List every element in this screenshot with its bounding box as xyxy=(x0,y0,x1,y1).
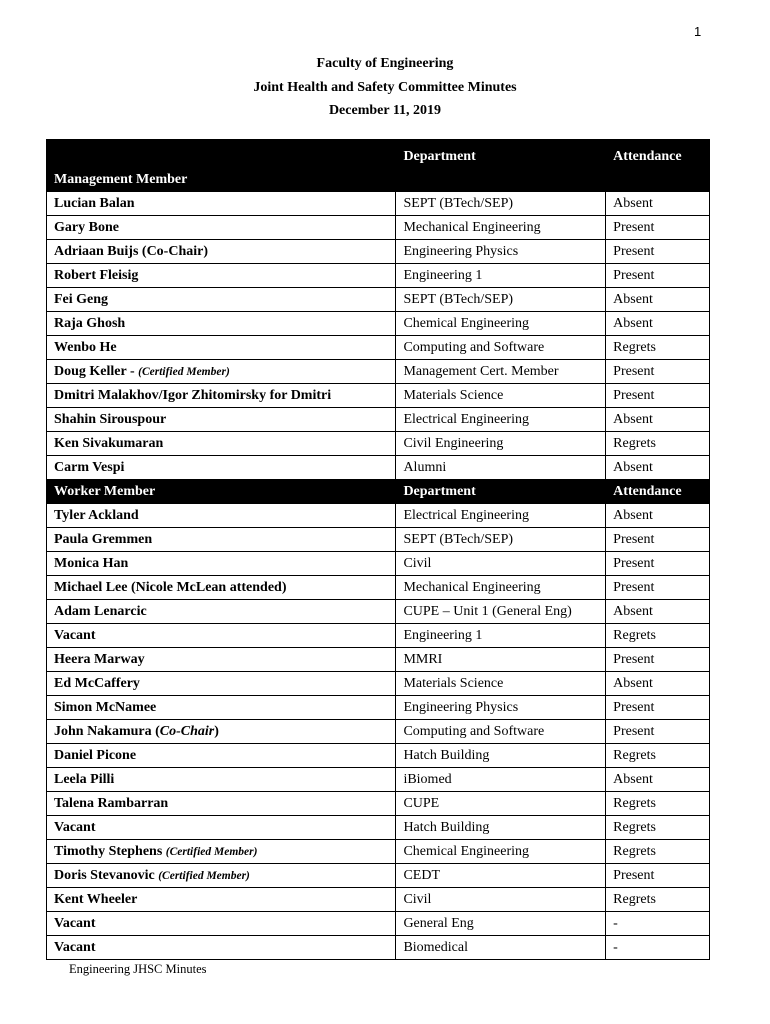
member-name xyxy=(47,384,396,408)
table-row xyxy=(47,288,710,312)
member-attendance: Present xyxy=(606,720,710,744)
member-name xyxy=(47,936,396,960)
member-attendance: Regrets xyxy=(606,744,710,768)
member-department: CUPE – Unit 1 (General Eng) xyxy=(396,600,606,624)
member-department: Civil xyxy=(396,552,606,576)
table-row xyxy=(47,360,710,384)
worker-attendance-header: Attendance xyxy=(606,480,710,504)
member-name-text: Timothy Stephens xyxy=(54,843,166,859)
member-name-text: Paula Gremmen xyxy=(54,531,153,547)
member-department: Management Cert. Member xyxy=(396,360,606,384)
member-attendance: Present xyxy=(606,696,710,720)
member-name xyxy=(47,744,396,768)
member-department: Chemical Engineering xyxy=(396,840,606,864)
table-row xyxy=(47,312,710,336)
worker-header-row xyxy=(47,480,710,504)
member-department: Chemical Engineering xyxy=(396,312,606,336)
table-row xyxy=(47,552,710,576)
member-name xyxy=(47,552,396,576)
management-member-header: Management Member xyxy=(47,140,396,192)
table-row xyxy=(47,240,710,264)
table-row xyxy=(47,912,710,936)
table-row xyxy=(47,648,710,672)
table-row xyxy=(47,936,710,960)
table-row xyxy=(47,720,710,744)
member-department: Electrical Engineering xyxy=(396,408,606,432)
table-row xyxy=(47,816,710,840)
table-row xyxy=(47,192,710,216)
member-attendance: Absent xyxy=(606,456,710,480)
member-name xyxy=(47,360,396,384)
member-name xyxy=(47,888,396,912)
member-role: Co-Chair xyxy=(159,723,215,739)
table-row xyxy=(47,576,710,600)
member-department: Hatch Building xyxy=(396,744,606,768)
member-name-text: Gary Bone xyxy=(54,219,119,235)
member-attendance: Present xyxy=(606,360,710,384)
page-number: 1 xyxy=(694,24,702,39)
member-department: General Eng xyxy=(396,912,606,936)
member-attendance: Regrets xyxy=(606,888,710,912)
title-date: December 11, 2019 xyxy=(328,103,442,118)
document-title xyxy=(0,52,770,123)
member-department: Mechanical Engineering xyxy=(396,216,606,240)
table-row xyxy=(47,624,710,648)
member-name-text: Daniel Picone xyxy=(54,747,137,763)
table-row xyxy=(47,744,710,768)
certified-member-note: (Certified Member) xyxy=(165,845,258,858)
member-department: iBiomed xyxy=(396,768,606,792)
member-department: Biomedical xyxy=(396,936,606,960)
member-name xyxy=(47,528,396,552)
certified-member-note: (Certified Member) xyxy=(138,365,230,378)
member-name-text: Raja Ghosh xyxy=(54,315,126,331)
table-row xyxy=(47,696,710,720)
table-row xyxy=(47,384,710,408)
member-department: SEPT (BTech/SEP) xyxy=(396,288,606,312)
member-department: Mechanical Engineering xyxy=(396,576,606,600)
member-department: Materials Science xyxy=(396,384,606,408)
member-attendance: Absent xyxy=(606,600,710,624)
member-attendance: Present xyxy=(606,528,710,552)
member-name-text: Vacant xyxy=(54,915,96,931)
member-name-text: Fei Geng xyxy=(54,291,109,307)
member-attendance: Regrets xyxy=(606,432,710,456)
member-name-text: Adriaan Buijs (Co-Chair) xyxy=(54,243,209,259)
member-name-text: Ed McCaffery xyxy=(54,675,140,691)
member-department: Computing and Software xyxy=(396,720,606,744)
member-name xyxy=(47,600,396,624)
member-name xyxy=(47,672,396,696)
table-row xyxy=(47,792,710,816)
member-department: Engineering Physics xyxy=(396,240,606,264)
member-name xyxy=(47,432,396,456)
member-name-text: Lucian Balan xyxy=(54,195,135,211)
member-attendance: Absent xyxy=(606,672,710,696)
table-row xyxy=(47,432,710,456)
table-row xyxy=(47,528,710,552)
member-name xyxy=(47,720,396,744)
worker-department-header: Department xyxy=(396,480,606,504)
member-name xyxy=(47,312,396,336)
member-name xyxy=(47,624,396,648)
table-row xyxy=(47,888,710,912)
management-attendance-header: Attendance xyxy=(606,140,710,192)
member-name-text: Wenbo He xyxy=(54,339,117,355)
member-attendance: Regrets xyxy=(606,624,710,648)
member-name xyxy=(47,768,396,792)
member-name-text: Monica Han xyxy=(54,555,129,571)
member-attendance: Present xyxy=(606,648,710,672)
member-name-text: Leela Pilli xyxy=(54,771,115,787)
member-name xyxy=(47,408,396,432)
member-department: MMRI xyxy=(396,648,606,672)
member-name xyxy=(47,816,396,840)
member-department: Civil Engineering xyxy=(396,432,606,456)
member-name-text: John Nakamura ( xyxy=(54,723,160,739)
member-department: Engineering 1 xyxy=(396,624,606,648)
member-attendance: Present xyxy=(606,576,710,600)
member-department: SEPT (BTech/SEP) xyxy=(396,192,606,216)
table-row xyxy=(47,864,710,888)
member-department: Alumni xyxy=(396,456,606,480)
member-name-suffix: ) xyxy=(214,723,219,739)
member-attendance: - xyxy=(606,912,710,936)
table-row xyxy=(47,840,710,864)
member-department: SEPT (BTech/SEP) xyxy=(396,528,606,552)
member-name-text: Carm Vespi xyxy=(54,459,125,475)
member-name-text: Dmitri Malakhov/Igor Zhitomirsky for Dmitri xyxy=(54,387,332,403)
member-name xyxy=(47,648,396,672)
member-attendance: Regrets xyxy=(606,792,710,816)
member-department: CUPE xyxy=(396,792,606,816)
member-department: Engineering Physics xyxy=(396,696,606,720)
member-department: Computing and Software xyxy=(396,336,606,360)
member-name-text: Tyler Ackland xyxy=(54,507,139,523)
member-name xyxy=(47,240,396,264)
member-name-text: Vacant xyxy=(54,819,96,835)
table-row xyxy=(47,216,710,240)
member-name-text: Ken Sivakumaran xyxy=(54,435,164,451)
member-department: Civil xyxy=(396,888,606,912)
table-row xyxy=(47,456,710,480)
member-name xyxy=(47,264,396,288)
member-attendance: Absent xyxy=(606,504,710,528)
member-name xyxy=(47,864,396,888)
member-name-text: Talena Rambarran xyxy=(54,795,169,811)
member-name-text: Vacant xyxy=(54,939,96,955)
member-department: Engineering 1 xyxy=(396,264,606,288)
member-attendance: Absent xyxy=(606,288,710,312)
member-name xyxy=(47,288,396,312)
member-name-text: Vacant xyxy=(54,627,96,643)
member-name xyxy=(47,192,396,216)
member-name xyxy=(47,456,396,480)
member-attendance: Regrets xyxy=(606,336,710,360)
table-row xyxy=(47,408,710,432)
member-attendance: Present xyxy=(606,264,710,288)
member-department: CEDT xyxy=(396,864,606,888)
management-header-row xyxy=(47,140,710,192)
table-row xyxy=(47,672,710,696)
table-row xyxy=(47,264,710,288)
member-name-text: Doug Keller - xyxy=(54,363,139,379)
member-name xyxy=(47,504,396,528)
member-department: Materials Science xyxy=(396,672,606,696)
title-faculty: Faculty of Engineering xyxy=(316,56,454,71)
member-name xyxy=(47,792,396,816)
member-attendance: Present xyxy=(606,864,710,888)
member-attendance: Regrets xyxy=(606,840,710,864)
member-name-text: Robert Fleisig xyxy=(54,267,139,283)
member-name xyxy=(47,216,396,240)
member-attendance: - xyxy=(606,936,710,960)
member-name-text: Michael Lee (Nicole McLean attended) xyxy=(54,579,287,595)
table-row xyxy=(47,336,710,360)
member-name-text: Doris Stevanovic xyxy=(54,867,159,883)
management-department-header: Department xyxy=(396,140,606,192)
member-name-text: Simon McNamee xyxy=(54,699,157,715)
member-attendance: Absent xyxy=(606,312,710,336)
certified-member-note: (Certified Member) xyxy=(158,869,250,882)
member-attendance: Absent xyxy=(606,192,710,216)
member-name xyxy=(47,840,396,864)
member-name-text: Adam Lenarcic xyxy=(54,603,147,619)
worker-member-header: Worker Member xyxy=(47,480,396,504)
attendance-table xyxy=(46,139,710,960)
member-name xyxy=(47,912,396,936)
member-attendance: Present xyxy=(606,216,710,240)
table-row xyxy=(47,600,710,624)
member-attendance: Present xyxy=(606,240,710,264)
member-attendance: Absent xyxy=(606,408,710,432)
table-row xyxy=(47,504,710,528)
member-name-text: Shahin Sirouspour xyxy=(54,411,167,427)
member-department: Electrical Engineering xyxy=(396,504,606,528)
title-committee: Joint Health and Safety Committee Minutes xyxy=(253,79,517,95)
member-department: Hatch Building xyxy=(396,816,606,840)
member-attendance: Present xyxy=(606,384,710,408)
member-name xyxy=(47,696,396,720)
member-name-text: Heera Marway xyxy=(54,651,145,667)
member-attendance: Regrets xyxy=(606,816,710,840)
member-attendance: Absent xyxy=(606,768,710,792)
member-attendance: Present xyxy=(606,552,710,576)
member-name-text: Kent Wheeler xyxy=(54,891,138,907)
member-name xyxy=(47,576,396,600)
member-name xyxy=(47,336,396,360)
footer-text: Engineering JHSC Minutes xyxy=(69,962,207,976)
table-row xyxy=(47,768,710,792)
